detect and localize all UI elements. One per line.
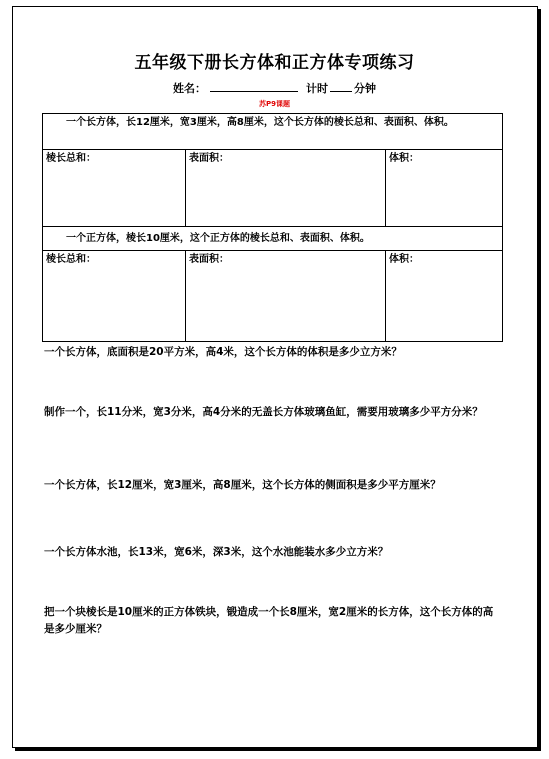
box1-surface-area-cell[interactable]: 表面积： (186, 150, 386, 227)
brand-watermark: 苏P9课题 (258, 100, 290, 108)
name-timer-line (0, 80, 549, 96)
box2-question: 一个正方体，棱长10厘米，这个正方体的棱长总和、表面积、体积。 (43, 227, 503, 251)
minutes-label: 分钟 (354, 82, 376, 95)
question-5: 把一个块棱长是10厘米的正方体铁块，锻造成一个长8厘米，宽2厘米的长方体，这个长方体的高是多少厘米？ (44, 606, 494, 635)
question-1: 一个长方体，底面积是20平方米，高4米，这个长方体的体积是多少立方米？ (44, 346, 402, 358)
timer-label: 计时 (306, 82, 328, 95)
question-4: 一个长方体水池，长13米，宽6米，深3米，这个水池能装水多少立方米？ (44, 546, 389, 558)
box1-edge-sum-cell[interactable]: 棱长总和： (43, 150, 186, 227)
question-3: 一个长方体，长12厘米，宽3厘米，高8厘米，这个长方体的侧面积是多少平方厘米？ (44, 479, 441, 491)
timer-blank[interactable] (330, 80, 352, 92)
box2-surface-area-cell[interactable]: 表面积： (186, 251, 386, 342)
box1-question: 一个长方体，长12厘米，宽3厘米，高8厘米，这个长方体的棱长总和、表面积、体积。 (43, 114, 503, 150)
calculation-table (42, 113, 503, 342)
name-blank[interactable] (210, 80, 298, 92)
box2-edge-sum-cell[interactable]: 棱长总和： (43, 251, 186, 342)
box2-volume-cell[interactable]: 体积： (386, 251, 503, 342)
box1-volume-cell[interactable]: 体积： (386, 150, 503, 227)
name-label: 姓名： (173, 82, 206, 95)
worksheet-title: 五年级下册长方体和正方体专项练习 (134, 53, 415, 73)
question-2: 制作一个，长11分米，宽3分米，高4分米的无盖长方体玻璃鱼缸，需要用玻璃多少平方分米？ (44, 406, 483, 418)
